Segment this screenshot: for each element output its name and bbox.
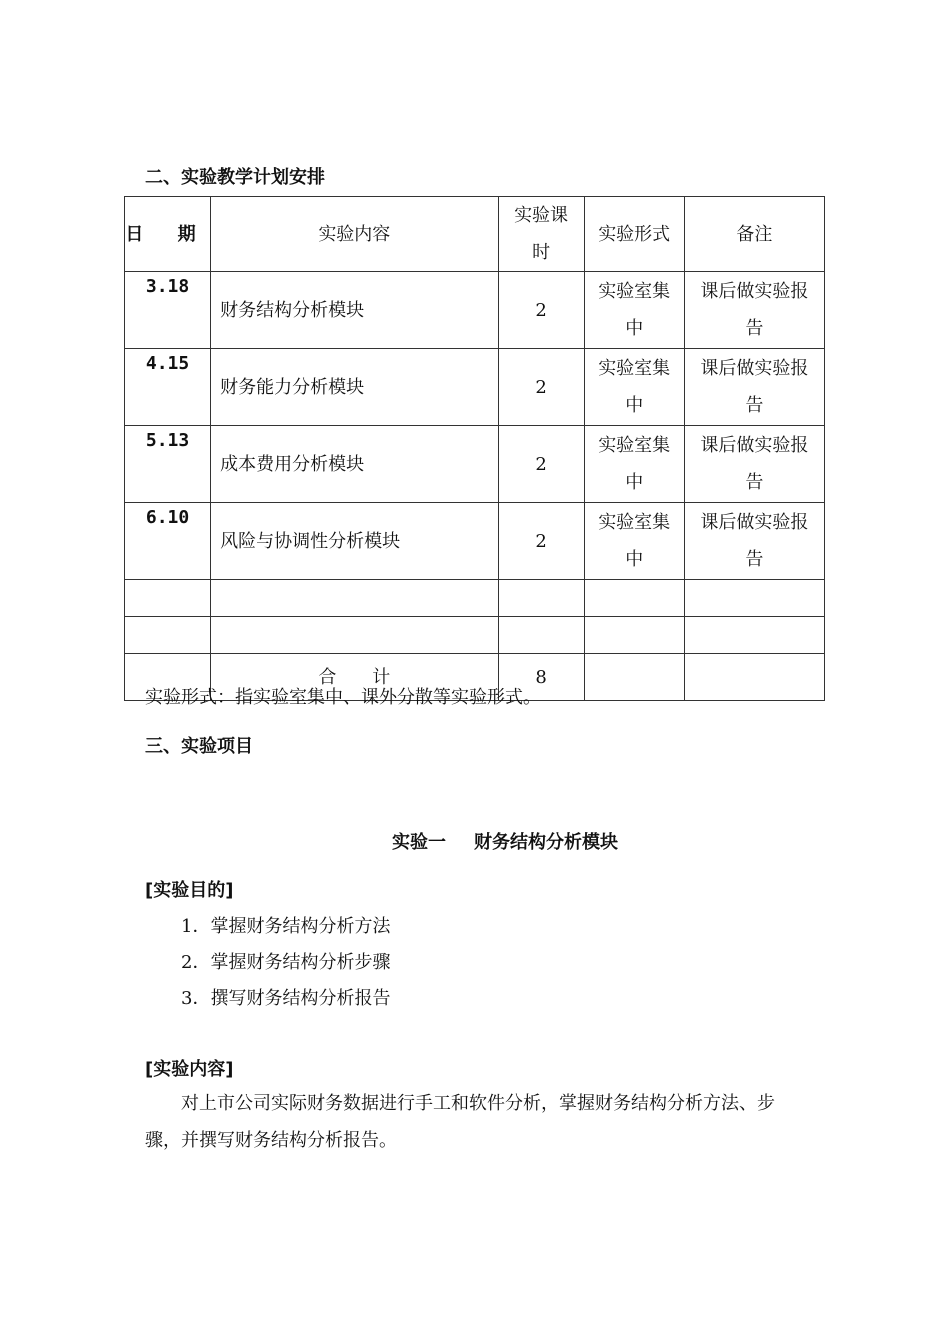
cell-hours: 2 <box>498 503 584 580</box>
header-hours <box>498 197 584 272</box>
cell-content: 财务结构分析模块 <box>211 272 498 349</box>
cell-form-line2: 中 <box>625 395 644 416</box>
purpose-item: 3．撰写财务结构分析报告 <box>181 988 391 1009</box>
cell-form-line2: 中 <box>625 318 644 339</box>
purpose-item: 1．掌握财务结构分析方法 <box>181 916 391 937</box>
cell-content: 风险与协调性分析模块 <box>211 503 498 580</box>
cell-note <box>684 503 824 580</box>
empty-cell <box>684 617 824 654</box>
header-date: 日 期 <box>125 197 211 272</box>
purpose-item: 2．掌握财务结构分析步骤 <box>181 952 391 973</box>
cell-form-line2: 中 <box>625 472 644 493</box>
cell-form-line1: 实验室集 <box>598 435 671 456</box>
empty-cell <box>125 580 211 617</box>
content-paragraph: 对上市公司实际财务数据进行手工和软件分析，掌握财务结构分析方法、步骤，并撰写财务结构分析报告。 <box>145 1093 775 1151</box>
cell-date: 6.10 <box>125 503 211 580</box>
table-row <box>125 426 825 503</box>
empty-row <box>125 580 825 617</box>
section-heading-projects: 三、实验项目 <box>145 736 253 757</box>
cell-hours: 2 <box>498 272 584 349</box>
cell-note <box>684 349 824 426</box>
cell-form-line1: 实验室集 <box>598 281 671 302</box>
cell-date: 5.13 <box>125 426 211 503</box>
cell-note-line2: 告 <box>745 549 764 570</box>
cell-note-line1: 课后做实验报 <box>700 281 809 302</box>
purpose-heading: [实验目的] <box>145 880 234 901</box>
total-hours: 8 <box>498 654 584 701</box>
table-row <box>125 349 825 426</box>
cell-note <box>684 272 824 349</box>
form-note: 实验形式：指实验室集中、课外分散等实验形式。 <box>145 687 541 708</box>
cell-form-line1: 实验室集 <box>598 512 671 533</box>
header-note: 备注 <box>684 197 824 272</box>
experiment-title <box>392 828 618 854</box>
cell-form <box>584 426 684 503</box>
content-heading: [实验内容] <box>145 1059 234 1080</box>
empty-cell <box>211 580 498 617</box>
empty-cell <box>684 580 824 617</box>
section-heading-plan: 二、实验教学计划安排 <box>145 167 325 188</box>
cell-date: 3.18 <box>125 272 211 349</box>
cell-form-line2: 中 <box>625 549 644 570</box>
table-row <box>125 503 825 580</box>
cell-form <box>584 503 684 580</box>
empty-row <box>125 617 825 654</box>
experiment-plan-table <box>124 196 825 701</box>
experiment-title-number: 实验一 <box>392 832 446 853</box>
cell-content: 成本费用分析模块 <box>211 426 498 503</box>
empty-cell <box>498 580 584 617</box>
empty-cell <box>684 654 824 701</box>
total-label: 合 计 <box>211 654 498 701</box>
cell-content: 财务能力分析模块 <box>211 349 498 426</box>
cell-date: 4.15 <box>125 349 211 426</box>
cell-hours: 2 <box>498 426 584 503</box>
experiment-title-name: 财务结构分析模块 <box>474 832 618 853</box>
empty-cell <box>498 617 584 654</box>
table-header-row <box>125 197 825 272</box>
header-form: 实验形式 <box>584 197 684 272</box>
cell-form <box>584 349 684 426</box>
cell-note <box>684 426 824 503</box>
cell-hours: 2 <box>498 349 584 426</box>
cell-note-line2: 告 <box>745 472 764 493</box>
cell-form <box>584 272 684 349</box>
empty-cell <box>584 654 684 701</box>
table-row <box>125 272 825 349</box>
empty-cell <box>584 580 684 617</box>
header-hours-line1: 实验课 <box>514 205 569 226</box>
cell-note-line1: 课后做实验报 <box>700 435 809 456</box>
cell-form-line1: 实验室集 <box>598 358 671 379</box>
empty-cell <box>584 617 684 654</box>
cell-note-line2: 告 <box>745 395 764 416</box>
cell-note-line2: 告 <box>745 318 764 339</box>
header-content: 实验内容 <box>211 197 498 272</box>
empty-cell <box>211 617 498 654</box>
cell-note-line1: 课后做实验报 <box>700 358 809 379</box>
cell-note-line1: 课后做实验报 <box>700 512 809 533</box>
header-hours-line2: 时 <box>532 242 551 263</box>
empty-cell <box>125 617 211 654</box>
